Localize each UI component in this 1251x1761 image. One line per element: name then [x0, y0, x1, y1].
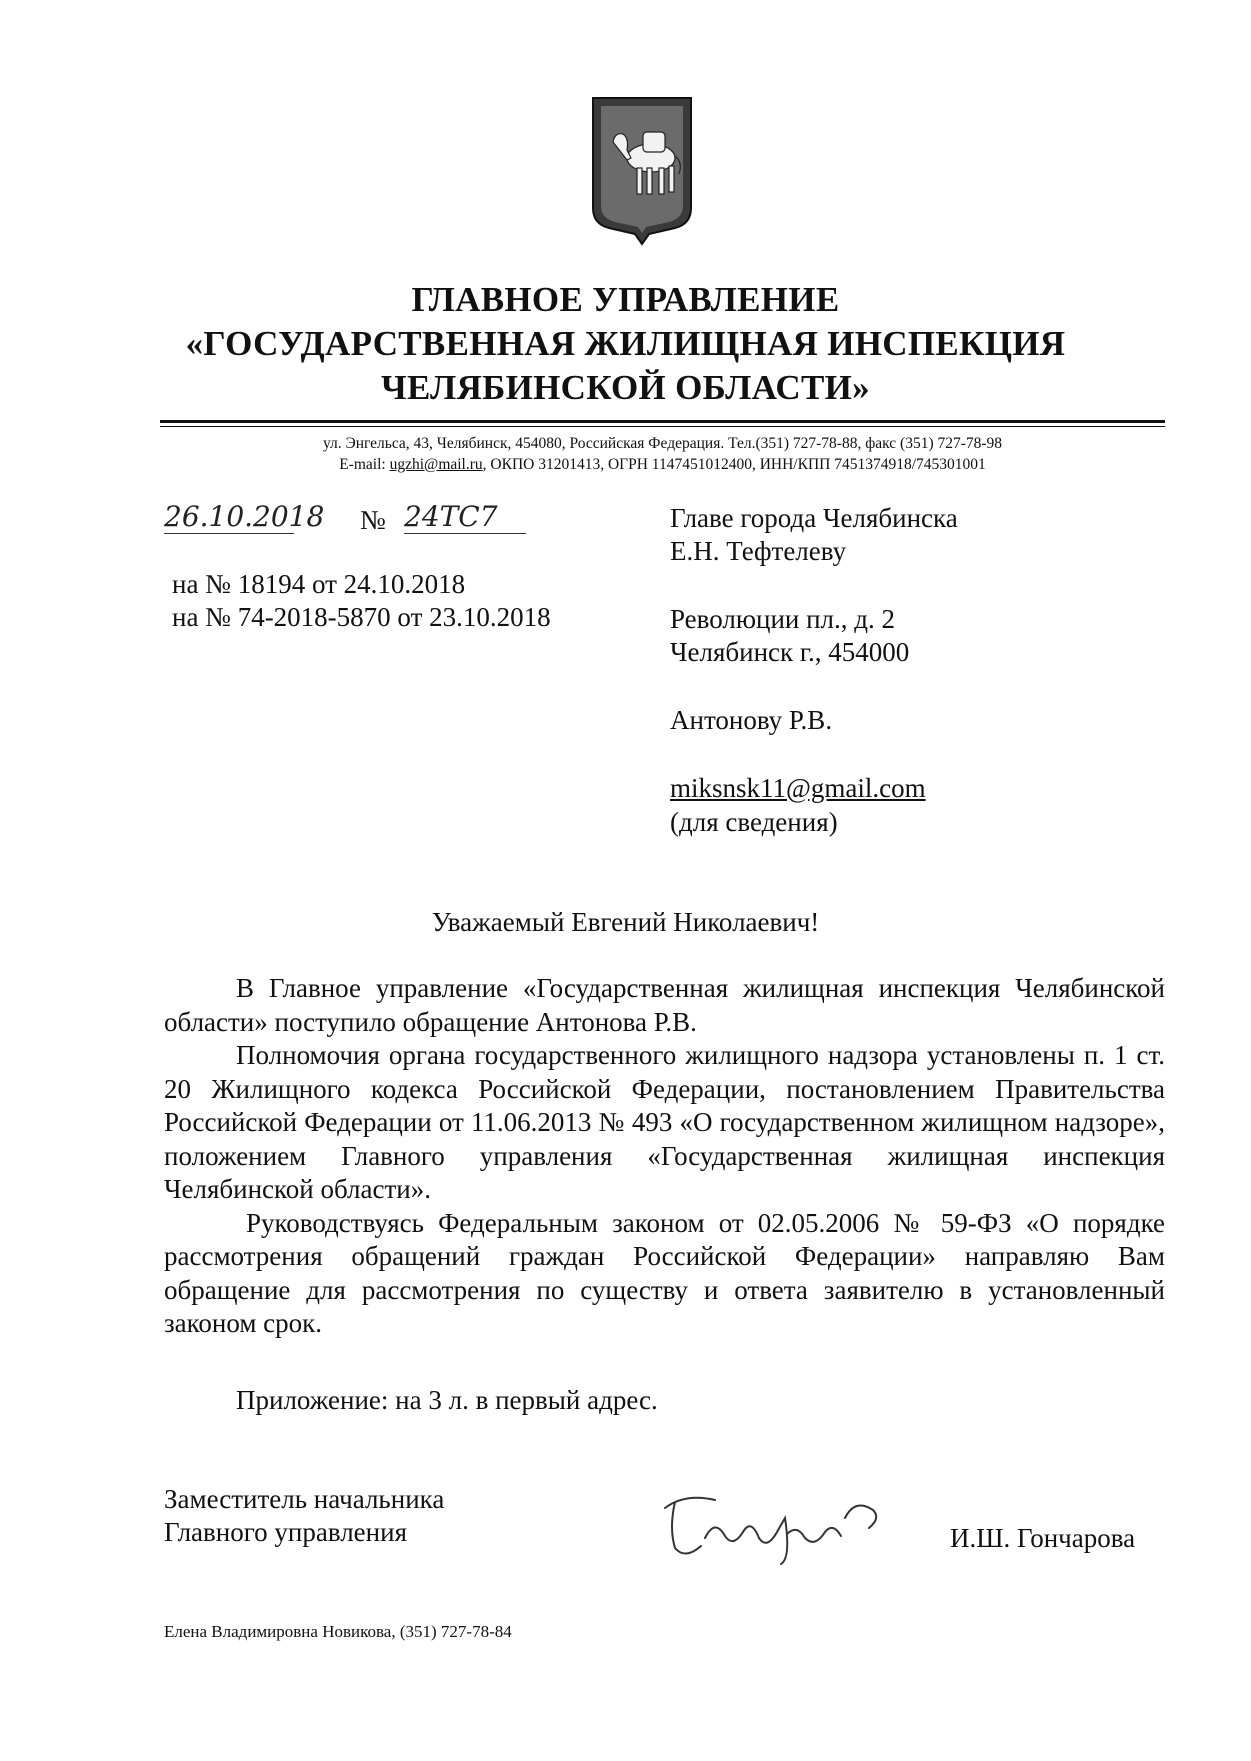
- attachment-note: Приложение: на 3 л. в первый адрес.: [236, 1385, 658, 1415]
- handwritten-number: 24ТС7: [404, 500, 526, 534]
- title-line-3: ЧЕЛЯБИНСКОЙ ОБЛАСТИ»: [381, 368, 870, 407]
- header-rule-thick: [160, 420, 1165, 423]
- recipient-address-1: Революции пл., д. 2: [670, 604, 896, 634]
- contact-block: [160, 433, 1165, 475]
- signer-position-1: Заместитель начальника: [164, 1484, 445, 1514]
- recipient-title: Главе города Челябинска: [670, 503, 958, 533]
- number-label: №: [360, 505, 386, 535]
- paragraph-2: Полномочия органа государственного жилищного надзора установлены п. 1 ст. 20 Жилищного кодекса Российской Федерации, постановлением Правительства Российской Федерации от 11.06.2013 № 493 «О государственном жилищном надзоре», положением Главного управления «Государственная жилищная инспекция Челябинской области».: [164, 1040, 1165, 1204]
- salutation: Уважаемый Евгений Николаевич!: [431, 907, 820, 937]
- letter-body: [164, 972, 1165, 1341]
- registration-line: E-mail: ugzhi@mail.ru, ОКПО 31201413, ОГРН 1147451012400, ИНН/КПП 7451374918/745301001: [339, 456, 986, 473]
- handwritten-signature: [655, 1488, 895, 1568]
- incoming-ref-2: на № 74-2018-5870 от 23.10.2018: [172, 602, 551, 632]
- paragraph-3: Руководствуясь Федеральным законом от 02.05.2006 № 59-ФЗ «О порядке рассмотрения обращений граждан Российской Федерации» направляю Вам обращение для рассмотрения по существу и ответа заявителю в установленный законом срок.: [164, 1207, 1165, 1338]
- recipient-address-2: Челябинск г., 454000: [670, 637, 910, 667]
- outgoing-reference: [164, 500, 544, 540]
- title-line-2: «ГОСУДАРСТВЕННАЯ ЖИЛИЩНАЯ ИНСПЕКЦИЯ: [185, 324, 1066, 363]
- cc-recipient-email-link[interactable]: miksnsk11@gmail.com: [670, 773, 926, 803]
- executor-contact: Елена Владимировна Новикова, (351) 727-78-84: [164, 1622, 512, 1641]
- signer-name: И.Ш. Гончарова: [950, 1523, 1136, 1553]
- org-email-link[interactable]: ugzhi@mail.ru: [389, 456, 483, 473]
- signer-position-2: Главного управления: [164, 1517, 407, 1547]
- cc-note: (для сведения): [670, 807, 838, 837]
- org-codes: , ОКПО 31201413, ОГРН 1147451012400, ИНН/КПП 7451374918/745301001: [482, 456, 986, 473]
- coat-of-arms-emblem: [591, 96, 693, 246]
- postal-address: ул. Энгельса, 43, Челябинск, 454080, Российская Федерация. Тел.(351) 727-78-88, факс (351) 727-78-98: [322, 435, 1003, 452]
- header-rule-thin: [160, 426, 1165, 427]
- title-line-1: ГЛАВНОЕ УПРАВЛЕНИЕ: [411, 280, 840, 319]
- recipient-name: Е.Н. Тефтелеву: [670, 536, 847, 566]
- organization-title: [0, 278, 1251, 410]
- incoming-ref-1: на № 18194 от 24.10.2018: [172, 569, 466, 599]
- paragraph-1: В Главное управление «Государственная жилищная инспекция Челябинской области» поступило обращение Антонова Р.В.: [164, 973, 1165, 1037]
- handwritten-date: 26.10.2018: [164, 500, 325, 533]
- cc-recipient-name: Антонову Р.В.: [670, 705, 833, 735]
